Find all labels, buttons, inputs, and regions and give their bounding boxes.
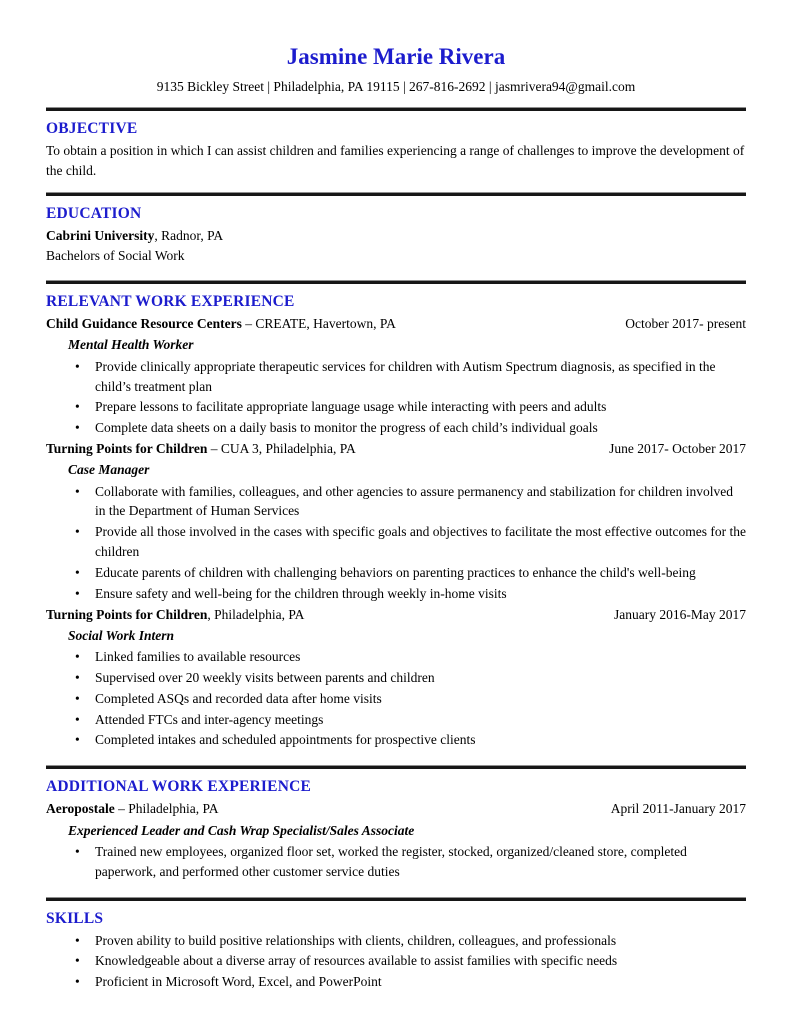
objective-text: To obtain a position in which I can assist children and families experiencing a range of challenges to improve the development of the child. [46, 142, 745, 178]
job-title: Experienced Leader and Cash Wrap Specialist/Sales Associate [68, 822, 415, 838]
bullet-item: • Proven ability to build positive relationships with clients, children, colleagues, and professionals [95, 931, 746, 951]
company-name: Aeropostale [46, 801, 115, 817]
job-title: Social Work Intern [68, 627, 175, 643]
bullet-item: • Proficient in Microsoft Word, Excel, and PowerPoint [95, 972, 746, 992]
section-title: ADDITIONAL WORK EXPERIENCE [46, 778, 312, 796]
bullet-item: • Complete data sheets on a daily basis to monitor the progress of each child’s individual goals [95, 418, 746, 438]
company-line [46, 799, 219, 819]
job-header [46, 799, 746, 819]
bullet-item: • Completed intakes and scheduled appointments for prospective clients [95, 730, 746, 750]
section-title: OBJECTIVE [46, 119, 138, 137]
job-dates: October 2017- present [625, 316, 746, 332]
section-title: EDUCATION [46, 204, 142, 222]
bullet-item: • Provide all those involved in the cases with specific goals and objectives to facilitate the most effective outcomes for the children [95, 522, 746, 562]
bullet-item: • Provide clinically appropriate therapeutic services for children with Autism Spectrum diagnosis, as specified in the child’s treatment plan [95, 357, 746, 397]
section-education [46, 205, 746, 270]
company-location: – CREATE, Havertown, PA [241, 316, 396, 332]
company-name: Turning Points for Children [46, 606, 208, 622]
bullet-item: • Linked families to available resources [95, 647, 746, 667]
education-degree: Bachelors of Social Work [46, 247, 185, 263]
bullet-item: • Supervised over 20 weekly visits between parents and children [95, 668, 746, 688]
bullet-item: • Prepare lessons to facilitate appropriate language usage while interacting with peers and adults [95, 397, 746, 417]
job-dates: January 2016-May 2017 [614, 606, 746, 622]
job-header [46, 439, 746, 459]
bullet-item: • Completed ASQs and recorded data after home visits [95, 689, 746, 709]
section-divider [46, 192, 746, 196]
candidate-name: Jasmine Marie Rivera [286, 44, 506, 69]
job-entry [46, 799, 746, 881]
section-divider [46, 765, 746, 769]
section-objective [46, 120, 746, 181]
bullet-item: • Knowledgeable about a diverse array of resources available to assist families with specific needs [95, 951, 746, 971]
school-name: Cabrini University [46, 227, 155, 243]
contact-info: 9135 Bickley Street | Philadelphia, PA 19115 | 267-816-2692 | jasmrivera94@gmail.com [156, 79, 636, 95]
company-location: – CUA 3, Philadelphia, PA [207, 441, 356, 457]
bullet-item: • Ensure safety and well-being for the children through weekly in-home visits [95, 584, 746, 604]
job-header [46, 314, 746, 334]
company-location: , Philadelphia, PA [207, 606, 305, 622]
job-title: Mental Health Worker [68, 337, 194, 353]
job-entry [46, 314, 746, 438]
job-entry [46, 439, 746, 604]
job-dates: June 2017- October 2017 [609, 441, 746, 457]
bullet-item: • Attended FTCs and inter-agency meetings [95, 710, 746, 730]
section-title: SKILLS [46, 909, 104, 927]
company-line [46, 605, 304, 625]
bullet-item: • Educate parents of children with challenging behaviors on parenting practices to enhance the child's well-being [95, 563, 746, 583]
school-location: , Radnor, PA [154, 227, 224, 243]
section-additional-experience [46, 778, 746, 885]
bullet-item: • Collaborate with families, colleagues, and other agencies to assure permanency and stabilization for children involved in the Department of Human Services [95, 482, 746, 522]
section-title: RELEVANT WORK EXPERIENCE [46, 293, 295, 311]
job-bullets [46, 357, 746, 438]
skills-bullets [46, 931, 746, 993]
job-bullets [46, 482, 746, 604]
section-skills [46, 910, 746, 993]
company-name: Turning Points for Children [46, 441, 208, 457]
section-divider [46, 897, 746, 901]
bullet-item: • Trained new employees, organized floor set, worked the register, stocked, organized/cleaned store, completed paperwork, and performed other customer service duties [95, 842, 746, 882]
job-bullets [46, 647, 746, 750]
section-divider [46, 280, 746, 284]
section-divider [46, 107, 746, 111]
job-dates: April 2011-January 2017 [610, 801, 746, 817]
company-location: – Philadelphia, PA [114, 801, 219, 817]
job-header [46, 605, 746, 625]
job-bullets [46, 842, 746, 882]
company-name: Child Guidance Resource Centers [46, 316, 242, 332]
company-line [46, 439, 356, 459]
education-school-line [46, 226, 746, 246]
section-relevant-experience [46, 293, 746, 754]
job-entry [46, 605, 746, 751]
job-title: Case Manager [68, 462, 150, 478]
company-line [46, 314, 396, 334]
